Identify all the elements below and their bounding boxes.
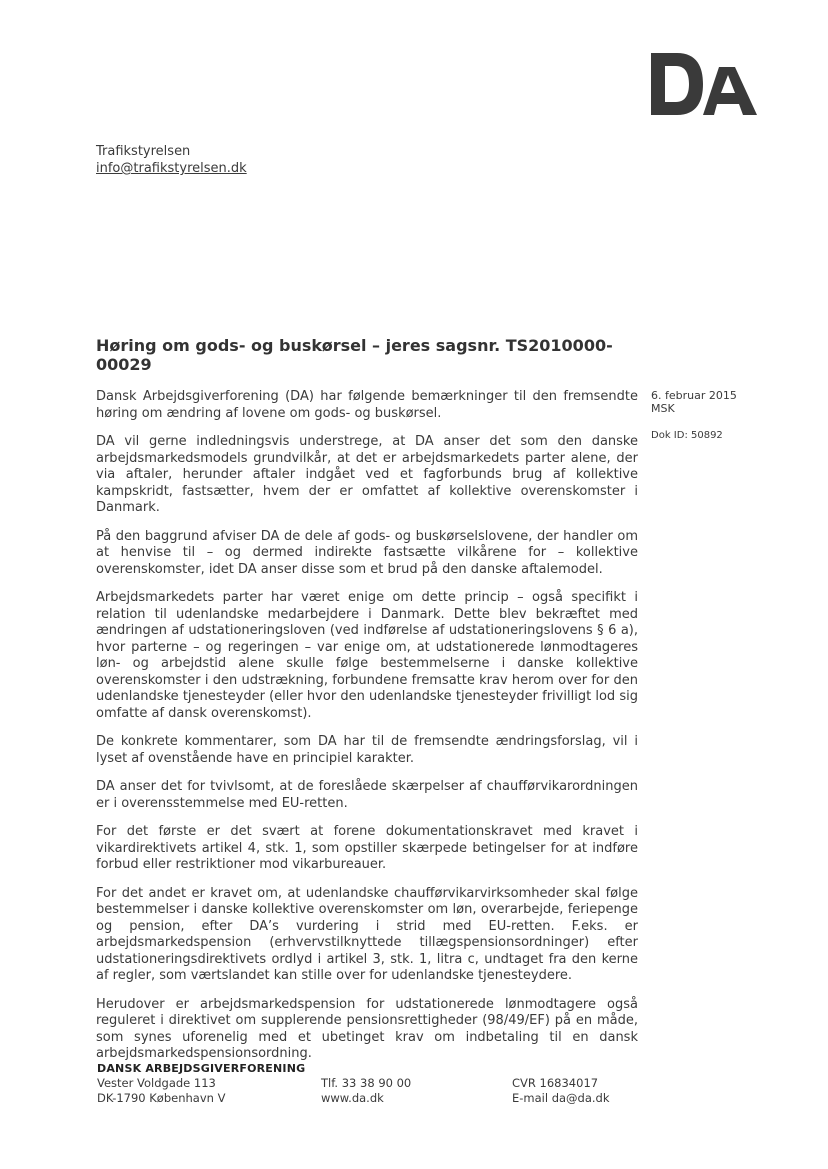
paragraph: DA vil gerne indledningsvis understrege, at DA anser det som den danske arbejdsmarkedsmodels grundvilkår, at det er arbejdsmarkedets parter alene, der via aftaler, herunder aftaler indgået ved et fagforbunds brug af kollektive kampskridt, fastsætter, hvem der er omfattet af kollektive overenskomster i Danmark. [96,434,638,515]
letter-meta [651,389,737,442]
footer-address [97,1076,225,1106]
letter-initials: MSK [651,402,675,415]
footer-address-city: DK-1790 København V [97,1091,226,1105]
recipient-email-link[interactable]: info@trafikstyrelsen.dk [96,161,247,176]
da-logo [651,53,759,115]
letter-subject: Høring om gods- og buskørsel – jeres sagsnr. TS2010000-00029 [96,336,613,374]
letter-footer [97,1061,657,1108]
footer-phone: Tlf. 33 38 90 00 [321,1076,412,1090]
footer-contact [321,1076,411,1106]
paragraph: For det andet er kravet om, at udenlandske chaufførvikarvirksomheder skal følge bestemmelser i danske kollektive overenskomster om løn, overarbejde, feriepenge og pension, efter DA’s vurdering i strid med EU-retten. F.eks. er arbejdsmarkedspension (erhvervstilknyttede tillægspensionsordninger) efter udstationeringsdirektivets ordlyd i artikel 3, stk. 1, litra c, undtaget fra den kerne af regler, som værtslandet kan stille over for udenlandske tjenesteydere. [96,885,638,983]
paragraph: For det første er det svært at forene dokumentationskravet med kravet i vikardirektivets artikel 4, stk. 1, som opstiller skærpede betingelser for at indføre forbud eller restriktioner mod vikarbureauer. [96,824,638,872]
letter-body [96,389,638,1075]
footer-address-street: Vester Voldgade 113 [97,1076,216,1090]
footer-website-link[interactable]: www.da.dk [321,1091,384,1105]
recipient-name: Trafikstyrelsen [96,144,191,159]
paragraph: Dansk Arbejdsgiverforening (DA) har følgende bemærkninger til den fremsendte høring om ændring af lovene om gods- og buskørsel. [96,389,638,421]
paragraph: DA anser det for tvivlsomt, at de foreslåede skærpelser af chaufførvikarordningen er i overensstemmelse med EU-retten. [96,779,638,811]
footer-email-link[interactable]: E-mail da@da.dk [512,1091,610,1105]
letter-date: 6. februar 2015 [651,389,737,402]
paragraph: De konkrete kommentarer, som DA har til de fremsendte ændringsforslag, vil i lyset af ovenstående have en principiel karakter. [96,734,638,766]
document-id: Dok ID: 50892 [651,430,723,441]
footer-organization: DANSK ARBEJDSGIVERFORENING [97,1062,306,1075]
paragraph: Arbejdsmarkedets parter har været enige om dette princip – også specifikt i relation til udenlandske medarbejdere i Danmark. Dette blev bekræftet med ændringen af udstationeringsloven (ved indførelse af udstationeringslovens § 6 a), hvor parterne – og regeringen – var enige om, at udstationerede lønmodtageres løn- og arbejdstid alene skulle følge bestemmelserne i danske kollektive overenskomster i den udstrækning, forbundene fremsatte krav herom over for den udenlandske tjenesteyder (eller hvor den udenlandske tjenesteyder frivilligt lod sig omfatte af dansk overenskomst). [96,590,638,721]
footer-registration [512,1076,610,1106]
paragraph: På den baggrund afviser DA de dele af gods- og buskørselslovene, der handler om at henvise til – og dermed indirekte fastsætte vilkårene for – kollektive overenskomster, idet DA anser disse som et brud på den danske aftalemodel. [96,528,638,577]
recipient-block [96,143,247,177]
footer-cvr: CVR 16834017 [512,1076,599,1090]
paragraph: Herudover er arbejdsmarkedspension for udstationerede lønmodtagere også reguleret i direktivet om supplerende pensionsrettigheder (98/49/EF) på en måde, som synes uforenelig med et ubetinget krav om indbetaling til en dansk arbejdsmarkedspensionsordning. [96,996,638,1061]
